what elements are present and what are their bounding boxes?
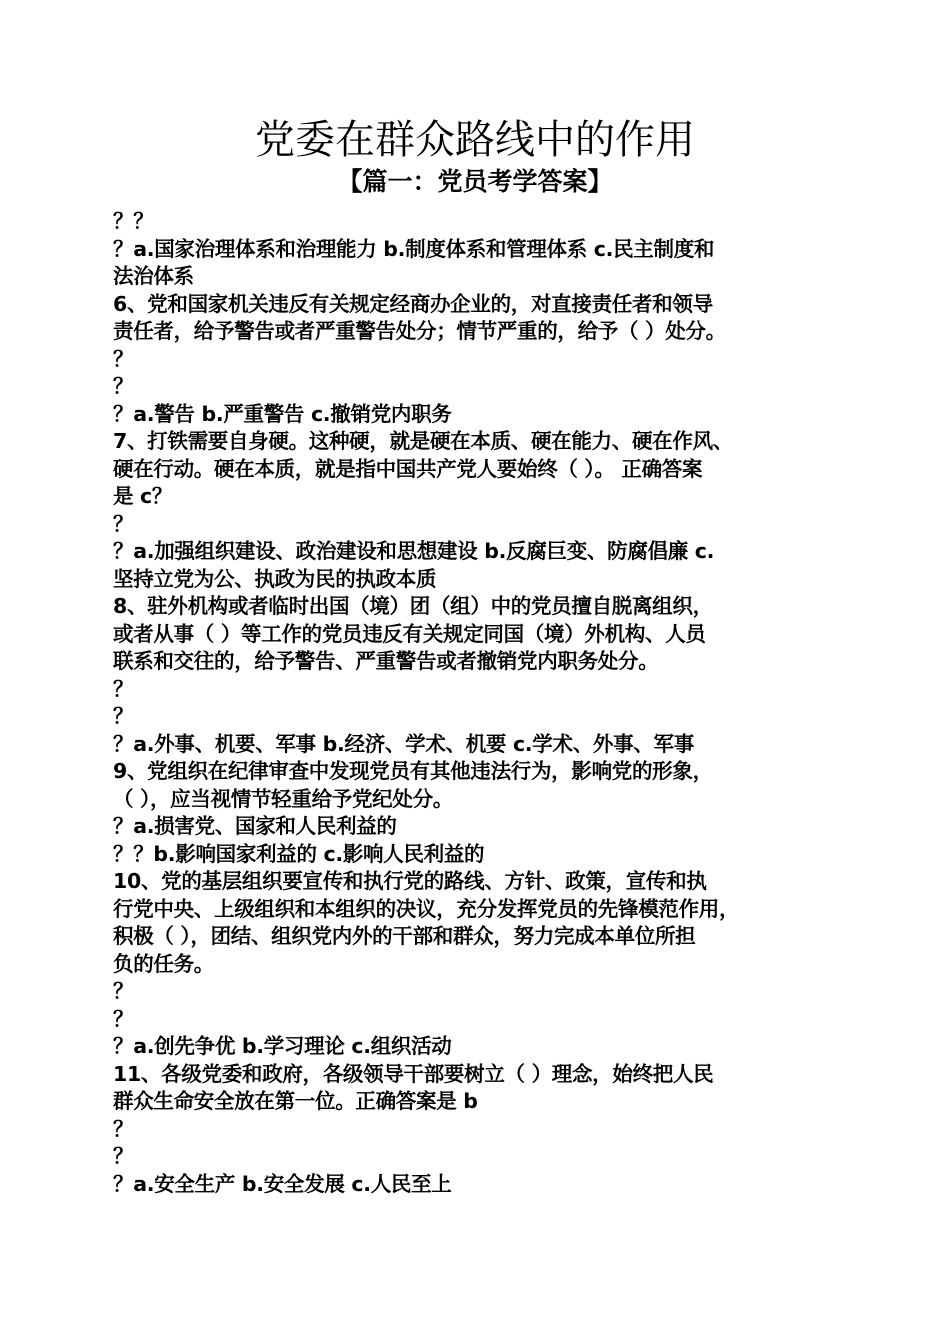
text-line: ？a.国家治理体系和治理能力 b.制度体系和管理体系 c.民主制度和 <box>113 236 715 261</box>
text-line: 责任者，给予警告或者严重警告处分；情节严重的，给予（ ）处分。 <box>113 319 726 343</box>
text-line: 行党中央、上级组织和本组织的决议，充分发挥党员的先锋模范作用， <box>113 896 740 921</box>
text-line: ？ <box>113 676 134 701</box>
document-title: 党委在群众路线中的作用 <box>255 117 695 163</box>
text-line: 8、驻外机构或者临时出国（境）团（组）中的党员擅自脱离组织， <box>113 594 713 618</box>
text-line: 群众生命安全放在第一位。正确答案是 b <box>113 1089 478 1113</box>
text-line: 或者从事（ ）等工作的党员违反有关规定同国（境）外机构、人员 <box>113 621 706 646</box>
text-line: ？ <box>113 346 134 371</box>
text-line: 联系和交往的，给予警告、严重警告或者撤销党内职务处分。 <box>113 649 659 673</box>
text-line: ？ <box>113 1006 134 1031</box>
text-line: ？ <box>113 979 134 1003</box>
text-line: 法治体系 <box>113 264 194 288</box>
document-subtitle: 【篇一：党员考学答案】 <box>337 167 613 196</box>
text-line: ？a.外事、机要、军事 b.经济、学术、机要 c.学术、外事、军事 <box>113 731 694 756</box>
text-line: ？a.安全生产 b.安全发展 c.人民至上 <box>113 1171 452 1196</box>
text-line: ？？b.影响国家利益的 c.影响人民利益的 <box>113 841 485 866</box>
text-line: 负的任务。 <box>113 951 214 976</box>
text-line: 11、各级党委和政府，各级领导干部要树立（ ）理念，始终把人民 <box>113 1061 714 1086</box>
text-line: ？ <box>113 704 134 728</box>
text-line: 10、党的基层组织要宣传和执行党的路线、方针、政策，宣传和执 <box>113 869 707 893</box>
text-line: ？a.加强组织建设、政治建设和思想建设 b.反腐巨变、防腐倡廉 c. <box>113 539 715 563</box>
text-line: 坚持立党为公、执政为民的执政本质 <box>113 566 437 591</box>
text-line: 9、党组织在纪律审查中发现党员有其他违法行为，影响党的形象， <box>113 759 713 783</box>
text-line: ？a.警告 b.严重警告 c.撤销党内职务 <box>113 401 452 426</box>
text-line: ？a.损害党、国家和人民利益的 <box>113 814 397 838</box>
document-body <box>113 208 853 1198</box>
text-line: 硬在行动。硬在本质，就是指中国共产党人要始终（ ）。 正确答案 <box>113 456 703 481</box>
text-line: ？ <box>113 1116 134 1141</box>
text-line: 6、党和国家机关违反有关规定经商办企业的，对直接责任者和领导 <box>113 291 713 316</box>
text-line: ？ <box>113 1144 134 1168</box>
text-line: ？a.创先争优 b.学习理论 c.组织活动 <box>113 1034 452 1058</box>
text-line: （ ），应当视情节轻重给予党纪处分。 <box>113 786 453 811</box>
text-line: 积极（ ），团结、组织党内外的干部和群众，努力完成本单位所担 <box>113 924 696 948</box>
text-line: ？？ <box>113 209 154 233</box>
text-line: 7、打铁需要自身硬。这种硬，就是硬在本质、硬在能力、硬在作风、 <box>113 429 733 453</box>
text-line: 是 c？ <box>113 484 173 508</box>
text-line: ？ <box>113 374 134 398</box>
text-line: ？ <box>113 511 134 536</box>
